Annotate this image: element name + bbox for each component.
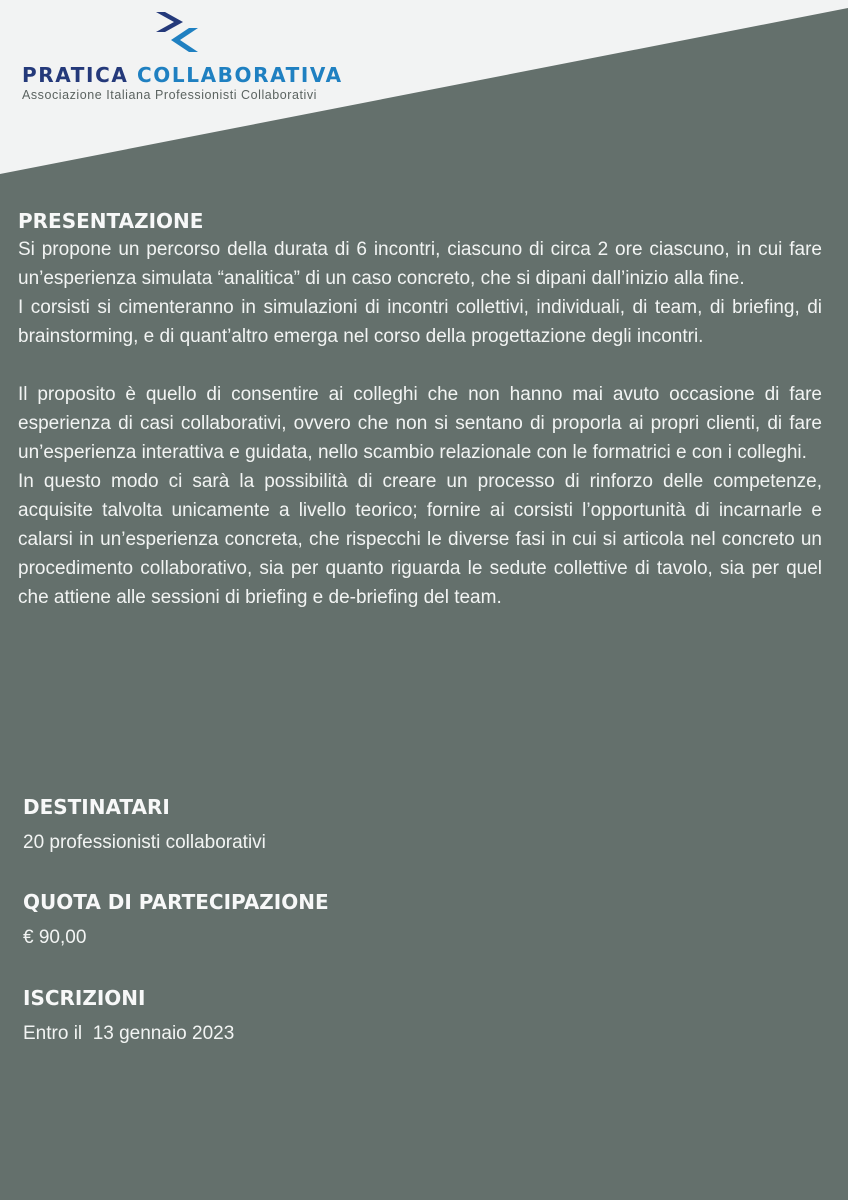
iscrizioni-value: Entro il 13 gennaio 2023 xyxy=(23,1023,235,1044)
brand-word-collaborativa: COLLABORATIVA xyxy=(137,63,343,87)
presentazione-section xyxy=(18,207,822,612)
destinatari-title: DESTINATARI xyxy=(23,795,170,819)
iscrizioni-section xyxy=(23,984,813,1048)
tagline: Associazione Italiana Professionisti Collaborativi xyxy=(22,88,317,102)
brand-name xyxy=(22,63,343,87)
quota-value: € 90,00 xyxy=(23,927,87,948)
brand-word-pratica: PRATICA xyxy=(22,63,129,87)
quota-section xyxy=(23,888,813,952)
presentazione-paragraph-1: Si propone un percorso della durata di 6 incontri, ciascuno di circa 2 ore ciascuno, in cui fare un’esperienza simulata “analitica” di un caso concreto, che si dipani dall’inizio alla fine. xyxy=(18,239,822,289)
presentazione-title: PRESENTAZIONE xyxy=(18,209,204,233)
destinatari-section xyxy=(23,793,813,857)
quota-title: QUOTA DI PARTECIPAZIONE xyxy=(23,890,329,914)
presentazione-paragraph-2: I corsisti si cimenteranno in simulazioni di incontri collettivi, individuali, di team, di briefing, di brainstorming, e di quant’altro emerga nel corso della progettazione degli incontri. xyxy=(18,297,822,347)
arrows-logo-icon xyxy=(154,10,202,60)
presentazione-paragraph-3: Il proposito è quello di consentire ai colleghi che non hanno mai avuto occasione di fare esperienza di casi collaborativi, ovvero che non si sentano di proporla ai propri clienti, di fare un’esperienza interattiva e guidata, nello scambio relazionale con le formatrici e con i colleghi. xyxy=(18,384,822,463)
iscrizioni-title: ISCRIZIONI xyxy=(23,986,146,1010)
presentazione-paragraph-4: In questo modo ci sarà la possibilità di creare un processo di rinforzo delle competenze, acquisite talvolta unicamente a livello teorico; fornire ai corsisti l’opportunità di incarnarle e calarsi in un’esperienza concreta, che rispecchi le diverse fasi in cui si articola nel concreto un procedimento collaborativo, sia per quanto riguarda le sedute collettive di tavolo, sia per quel che attiene alle sessioni di briefing e de-briefing del team. xyxy=(18,471,822,608)
destinatari-value: 20 professionisti collaborativi xyxy=(23,832,266,853)
